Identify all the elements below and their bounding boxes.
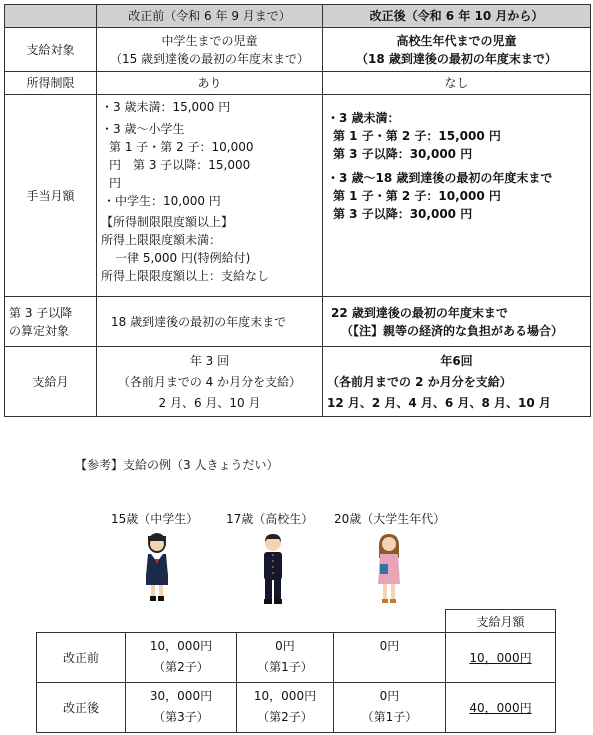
- example-row-label-after: 改正後: [37, 683, 126, 733]
- example-total-after: 40，000円: [446, 683, 556, 733]
- example-table: [36, 609, 556, 733]
- person-label-2: 17歳（高校生）: [226, 512, 314, 526]
- student-girl-icon: [143, 532, 171, 604]
- amount-before: ・3 歳未満：15,000 円 ・3 歳～小学生 第 1 子・第 2 子：10,000 円 第 3 子以降：15,000 円 ・中学生：10,000 円 【所得制限限度額以上】 所得上限限度額未満： 一律 5,000 円(特例給付) 所得上限限度額以上：支給なし: [97, 95, 323, 297]
- row-label-target: 支給対象: [5, 28, 97, 72]
- example-cell: 0円 （第1子）: [237, 633, 334, 683]
- third-after: 22 歳到達後の最初の年度末まで （【注】親等の経済的な負担がある場合）: [323, 297, 591, 347]
- month-after: 年6回 （各前月までの 2 か月分を支給） 12 月、2 月、4 月、6 月、8 月、10 月: [323, 347, 591, 417]
- target-after: 高校生年代までの児童 （18 歳到達後の最初の年度末まで）: [323, 28, 591, 72]
- example-cell: 0円 （第1子）: [334, 683, 446, 733]
- person-label-3: 20歳（大学生年代）: [334, 512, 446, 526]
- row-label-income: 所得制限: [5, 72, 97, 95]
- header-before: 改正前（令和 6 年 9 月まで）: [97, 5, 323, 28]
- month-before: 年 3 回 （各前月までの 4 か月分を支給） 2 月、6 月、10 月: [97, 347, 323, 417]
- example-cell: 30，000円 （第3子）: [126, 683, 237, 733]
- row-label-third: 第 3 子以降 の算定対象: [5, 297, 97, 347]
- example-total-before: 10，000円: [446, 633, 556, 683]
- row-label-amount: 手当月額: [5, 95, 97, 297]
- student-boy-icon: [259, 532, 287, 606]
- income-before: あり: [97, 72, 323, 95]
- example-note: 【参考】支給の例（3 人きょうだい）: [75, 458, 279, 472]
- example-header-total: 支給月額: [446, 610, 556, 633]
- third-before: 18 歳到達後の最初の年度末まで: [97, 297, 323, 347]
- example-cell: 0円: [334, 633, 446, 683]
- income-after: なし: [323, 72, 591, 95]
- university-student-icon: [374, 532, 404, 606]
- person-label-1: 15歳（中学生）: [111, 512, 199, 526]
- example-cell: 10，000円 （第2子）: [237, 683, 334, 733]
- comparison-table: [4, 4, 591, 417]
- header-after: 改正後（令和 6 年 10 月から）: [323, 5, 591, 28]
- target-before: 中学生までの児童 （15 歳到達後の最初の年度末まで）: [97, 28, 323, 72]
- example-cell: 10，000円 （第2子）: [126, 633, 237, 683]
- header-corner: [5, 5, 97, 28]
- amount-after: ・3 歳未満： 第 1 子・第 2 子：15,000 円 第 3 子以降：30,000 円 ・3 歳～18 歳到達後の最初の年度末まで 第 1 子・第 2 子：10,000 円 第 3 子以降：30,000 円: [323, 95, 591, 297]
- example-row-label-before: 改正前: [37, 633, 126, 683]
- row-label-month: 支給月: [5, 347, 97, 417]
